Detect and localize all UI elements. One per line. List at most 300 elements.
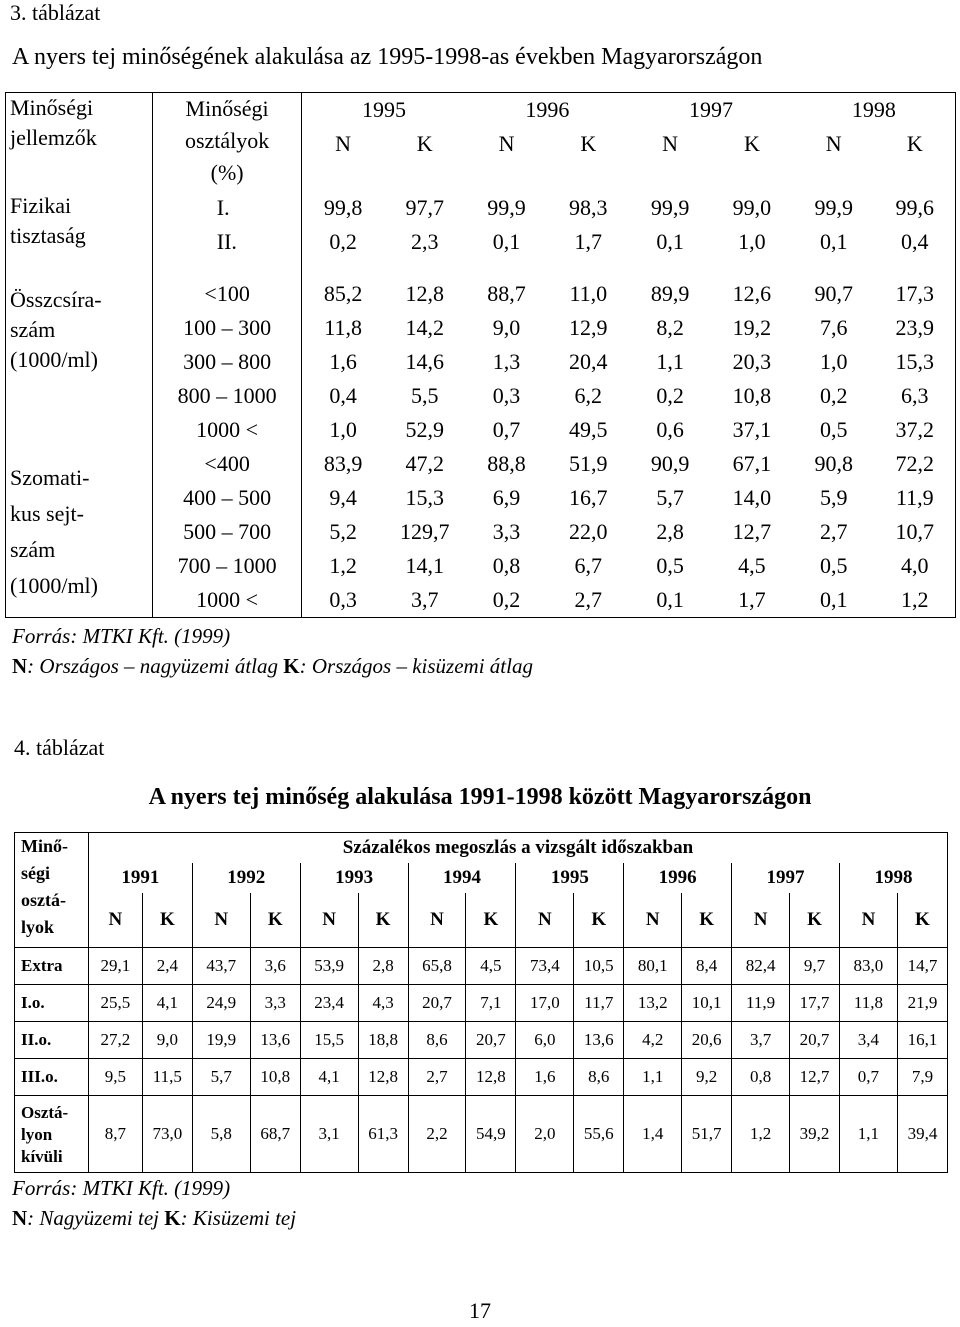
value-cell: 2,7 <box>547 583 629 618</box>
header-line: osztályok <box>184 128 270 153</box>
nk-header: K <box>790 893 840 948</box>
value-cell: 3,1 <box>300 1096 358 1173</box>
value-cell: 12,8 <box>405 281 444 306</box>
value-cell: 0,4 <box>329 383 357 408</box>
value-cell: 99,9 <box>487 195 526 220</box>
table4-title: A nyers tej minőség alakulása 1991-1998 között Magyarországon <box>148 784 812 810</box>
nk-header: N <box>192 893 250 948</box>
row-label: 1000 < <box>152 583 302 618</box>
value-cell: 99,6 <box>875 191 956 225</box>
value-cell: 10,5 <box>574 948 624 985</box>
row-label-line: lyon <box>21 1125 53 1144</box>
header-quality-classes <box>152 93 302 192</box>
value-cell: 15,5 <box>300 1022 358 1059</box>
nk-header: N <box>498 131 515 156</box>
table4-source: Forrás: MTKI Kft. (1999) <box>12 1176 231 1200</box>
header-line: Minőségi <box>10 95 94 120</box>
spacer-cell <box>547 161 629 191</box>
value-cell: 1,2 <box>329 553 357 578</box>
value-cell: 51,9 <box>569 451 608 476</box>
nk-header: K <box>580 131 597 156</box>
value-cell: 0,3 <box>492 383 521 408</box>
value-cell: 10,7 <box>875 515 956 549</box>
header-line: Minő- <box>21 836 68 856</box>
nk-header: N <box>825 131 842 156</box>
value-cell: 82,4 <box>732 948 790 985</box>
value-cell: 85,2 <box>323 281 363 306</box>
value-cell: 0,1 <box>819 229 848 254</box>
group-name-line: Szomati- <box>10 465 90 490</box>
value-cell: 8,6 <box>574 1059 624 1096</box>
nk-header: N <box>839 893 897 948</box>
value-cell: 97,7 <box>405 195 444 220</box>
value-cell: 12,7 <box>790 1059 840 1096</box>
value-cell: 0,1 <box>793 583 875 618</box>
row-label: 800 – 1000 <box>152 379 302 413</box>
row-label <box>15 985 89 1022</box>
value-cell: 37,2 <box>875 413 956 447</box>
value-cell: 0,8 <box>492 553 521 578</box>
nk-header: K <box>574 893 624 948</box>
value-cell: 2,7 <box>819 519 848 544</box>
value-cell: 0,2 <box>466 583 548 618</box>
spacer-cell <box>629 259 711 277</box>
nk-header: K <box>142 893 192 948</box>
nk-header: K <box>466 893 516 948</box>
year-header: 1994 <box>408 863 516 893</box>
value-cell: 4,0 <box>875 549 956 583</box>
value-cell: 22,0 <box>569 519 608 544</box>
table4-year-row <box>15 863 948 893</box>
value-cell: 90,9 <box>650 451 690 476</box>
header-quality-classes <box>15 833 89 948</box>
value-cell: 0,5 <box>819 553 848 578</box>
spacer-cell <box>466 259 548 277</box>
value-cell: 11,7 <box>574 985 624 1022</box>
nk-header: N <box>335 131 352 156</box>
value-cell: 20,4 <box>569 349 608 374</box>
value-cell: 53,9 <box>300 948 358 985</box>
table4-nk-row <box>15 893 948 948</box>
value-cell: 7,9 <box>897 1059 947 1096</box>
year-header: 1997 <box>629 93 793 128</box>
value-cell: 67,1 <box>732 451 772 476</box>
value-cell: 65,8 <box>408 948 466 985</box>
group-name-line: tisztaság <box>10 223 86 248</box>
legend-k: K <box>283 654 300 678</box>
header-line: ségi <box>21 863 50 883</box>
nk-header: N <box>408 893 466 948</box>
value-cell: 80,1 <box>624 948 682 985</box>
value-cell: 14,2 <box>405 315 444 340</box>
value-cell: 2,4 <box>142 948 192 985</box>
value-cell: 1,7 <box>711 583 793 618</box>
value-cell: 73,4 <box>516 948 574 985</box>
row-label: 700 – 1000 <box>152 549 302 583</box>
value-cell: 15,3 <box>875 345 956 379</box>
value-cell: 0,7 <box>492 417 521 442</box>
spacer-cell <box>793 161 875 191</box>
value-cell: 8,2 <box>656 315 684 340</box>
value-cell: 49,5 <box>569 417 608 442</box>
legend-k-text: : Kisüzemi tej <box>180 1206 297 1230</box>
value-cell: 14,7 <box>897 948 947 985</box>
value-cell: 1,6 <box>516 1059 574 1096</box>
value-cell: 0,2 <box>819 383 848 408</box>
value-cell: 6,3 <box>875 379 956 413</box>
value-cell: 12,9 <box>569 315 608 340</box>
group-name-line: szám <box>10 537 56 562</box>
row-label: 1000 < <box>152 413 302 447</box>
nk-header: K <box>743 131 760 156</box>
value-cell: 20,7 <box>466 1022 516 1059</box>
value-cell: 0,8 <box>732 1059 790 1096</box>
value-cell: 11,9 <box>732 985 790 1022</box>
table3-header-row <box>6 93 956 128</box>
value-cell: 4,5 <box>738 553 766 578</box>
group-name-line: (1000/ml) <box>10 573 98 598</box>
value-cell: 2,0 <box>516 1096 574 1173</box>
value-cell: 0,6 <box>656 417 684 442</box>
table4 <box>14 832 948 1173</box>
value-cell: 12,8 <box>358 1059 408 1096</box>
table-row <box>6 191 956 225</box>
spacer-cell <box>302 259 384 277</box>
value-cell: 6,0 <box>516 1022 574 1059</box>
row-label-line: Osztá- <box>21 1103 69 1122</box>
value-cell: 13,2 <box>624 985 682 1022</box>
value-cell: 19,9 <box>192 1022 250 1059</box>
table4-label: 4. táblázat <box>14 735 105 760</box>
row-label: I. <box>152 191 302 225</box>
nk-header: N <box>624 893 682 948</box>
table3-title: A nyers tej minőségének alakulása az 1995-1998-as években Magyarországon <box>12 44 763 70</box>
value-cell: 0,4 <box>875 225 956 259</box>
table-row <box>15 1022 948 1059</box>
value-cell: 0,2 <box>329 229 357 254</box>
value-cell: 5,9 <box>819 485 848 510</box>
value-cell: 99,9 <box>650 195 690 220</box>
header-line: Minőségi <box>185 96 269 121</box>
nk-header: N <box>88 893 142 948</box>
value-cell: 7,6 <box>819 315 848 340</box>
value-cell: 8,7 <box>88 1096 142 1173</box>
value-cell: 25,5 <box>88 985 142 1022</box>
table4-header-row <box>15 833 948 864</box>
year-header: 1995 <box>302 93 466 128</box>
value-cell: 0,5 <box>819 417 848 442</box>
row-label-line: II.o. <box>21 1030 52 1049</box>
legend-n-text: : Országos – nagyüzemi átlag <box>27 654 284 678</box>
group-name-line: (1000/ml) <box>10 347 98 372</box>
nk-header: K <box>358 893 408 948</box>
table-row <box>15 1096 948 1173</box>
group-name <box>6 447 153 618</box>
page-number: 17 <box>469 1298 491 1323</box>
group-name-line: Fizikai <box>10 193 72 218</box>
value-cell: 10,8 <box>732 383 772 408</box>
year-header: 1992 <box>192 863 300 893</box>
value-cell: 73,0 <box>142 1096 192 1173</box>
value-cell: 2,8 <box>656 519 684 544</box>
value-cell: 11,0 <box>569 281 608 306</box>
value-cell: 9,5 <box>88 1059 142 1096</box>
spacer-cell <box>711 259 793 277</box>
table-row <box>15 948 948 985</box>
spacer-cell <box>302 161 384 191</box>
value-cell: 20,3 <box>732 349 772 374</box>
group-name-line: kus sejt- <box>10 501 84 526</box>
value-cell: 55,6 <box>574 1096 624 1173</box>
value-cell: 17,0 <box>516 985 574 1022</box>
value-cell: 24,9 <box>192 985 250 1022</box>
header-line: lyok <box>21 917 55 937</box>
value-cell: 1,3 <box>492 349 521 374</box>
group-name <box>6 191 153 277</box>
spacer-cell <box>875 259 956 277</box>
value-cell: 20,7 <box>790 1022 840 1059</box>
value-cell: 4,1 <box>142 985 192 1022</box>
legend-k-text: : Országos – kisüzemi átlag <box>299 654 533 678</box>
value-cell: 27,2 <box>88 1022 142 1059</box>
value-cell: 9,2 <box>682 1059 732 1096</box>
value-cell: 1,6 <box>329 349 357 374</box>
value-cell: 68,7 <box>250 1096 300 1173</box>
value-cell: 43,7 <box>192 948 250 985</box>
nk-header: N <box>662 131 679 156</box>
header-line: (%) <box>210 160 244 185</box>
value-cell: 9,0 <box>142 1022 192 1059</box>
value-cell: 9,7 <box>790 948 840 985</box>
value-cell: 21,9 <box>897 985 947 1022</box>
value-cell: 6,7 <box>574 553 603 578</box>
value-cell: 1,4 <box>624 1096 682 1173</box>
value-cell: 9,4 <box>329 485 357 510</box>
value-cell: 83,9 <box>323 451 363 476</box>
value-cell: 12,7 <box>732 519 772 544</box>
row-label <box>15 1059 89 1096</box>
value-cell: 3,4 <box>839 1022 897 1059</box>
value-cell: 89,9 <box>650 281 690 306</box>
value-cell: 17,3 <box>875 277 956 311</box>
value-cell: 1,1 <box>656 349 684 374</box>
row-label-line: Extra <box>21 956 63 975</box>
value-cell: 52,9 <box>405 417 444 442</box>
row-label <box>15 1022 89 1059</box>
group-name <box>6 277 153 447</box>
table-row <box>15 985 948 1022</box>
value-cell: 3,6 <box>250 948 300 985</box>
nk-header: K <box>416 131 433 156</box>
value-cell: 39,2 <box>790 1096 840 1173</box>
nk-header: K <box>250 893 300 948</box>
table3 <box>5 92 956 618</box>
value-cell: 99,9 <box>814 195 853 220</box>
value-cell: 13,6 <box>574 1022 624 1059</box>
value-cell: 1,0 <box>819 349 848 374</box>
value-cell: 10,8 <box>250 1059 300 1096</box>
value-cell: 2,8 <box>358 948 408 985</box>
value-cell: 2,3 <box>410 229 439 254</box>
value-cell: 14,1 <box>405 553 444 578</box>
value-cell: 5,7 <box>656 485 684 510</box>
value-cell: 90,8 <box>814 451 853 476</box>
group-name-line: szám <box>10 317 56 342</box>
value-cell: 99,8 <box>323 195 363 220</box>
value-cell: 16,1 <box>897 1022 947 1059</box>
value-cell: 1,1 <box>839 1096 897 1173</box>
value-cell: 18,8 <box>358 1022 408 1059</box>
table4-legend <box>12 1206 296 1231</box>
value-cell: 1,0 <box>329 417 357 442</box>
nk-header: K <box>897 893 947 948</box>
value-cell: 17,7 <box>790 985 840 1022</box>
table3-source: Forrás: MTKI Kft. (1999) <box>12 624 231 648</box>
year-header: 1995 <box>516 863 624 893</box>
legend-k: K <box>164 1206 181 1230</box>
value-cell: 88,8 <box>487 451 526 476</box>
value-cell: 23,4 <box>300 985 358 1022</box>
legend-n-text: : Nagyüzemi tej <box>27 1206 165 1230</box>
value-cell: 20,6 <box>682 1022 732 1059</box>
year-header: 1996 <box>466 93 630 128</box>
nk-header: N <box>300 893 358 948</box>
spacer-cell <box>711 161 793 191</box>
value-cell: 1,2 <box>732 1096 790 1173</box>
table-row <box>6 277 956 311</box>
value-cell: 98,3 <box>569 195 608 220</box>
value-cell: 19,2 <box>732 315 772 340</box>
value-cell: 83,0 <box>839 948 897 985</box>
spacer-cell <box>466 161 548 191</box>
row-label <box>15 1096 89 1173</box>
value-cell: 12,8 <box>466 1059 516 1096</box>
value-cell: 1,2 <box>875 583 956 618</box>
year-header: 1996 <box>624 863 732 893</box>
value-cell: 39,4 <box>897 1096 947 1173</box>
value-cell: 4,3 <box>358 985 408 1022</box>
nk-header: K <box>875 127 956 161</box>
row-label-line: kívüli <box>21 1147 63 1166</box>
value-cell: 54,9 <box>466 1096 516 1173</box>
row-label: <400 <box>152 447 302 481</box>
value-cell: 99,0 <box>732 195 772 220</box>
header-line: osztá- <box>21 890 66 910</box>
value-cell: 4,1 <box>300 1059 358 1096</box>
value-cell: 8,6 <box>408 1022 466 1059</box>
value-cell: 0,2 <box>656 383 684 408</box>
year-header: 1993 <box>300 863 408 893</box>
value-cell: 3,3 <box>250 985 300 1022</box>
spacer-cell <box>152 259 302 277</box>
value-cell: 90,7 <box>814 281 853 306</box>
table3-label: 3. táblázat <box>10 0 101 25</box>
year-header: 1998 <box>839 863 947 893</box>
value-cell: 23,9 <box>875 311 956 345</box>
value-cell: 3,7 <box>384 583 466 618</box>
header-quality-characteristics <box>6 93 153 192</box>
value-cell: 10,1 <box>682 985 732 1022</box>
table-row <box>6 447 956 481</box>
table3-legend <box>12 654 533 679</box>
row-label: II. <box>152 225 302 259</box>
value-cell: 37,1 <box>732 417 772 442</box>
value-cell: 1,1 <box>624 1059 682 1096</box>
value-cell: 20,7 <box>408 985 466 1022</box>
header-distribution: Százalékos megoszlás a vizsgált időszakban <box>88 833 947 864</box>
value-cell: 0,1 <box>656 229 684 254</box>
value-cell: 0,5 <box>656 553 684 578</box>
value-cell: 8,4 <box>682 948 732 985</box>
year-header: 1998 <box>793 93 956 128</box>
value-cell: 5,2 <box>329 519 357 544</box>
value-cell: 5,8 <box>192 1096 250 1173</box>
value-cell: 2,7 <box>408 1059 466 1096</box>
value-cell: 4,5 <box>466 948 516 985</box>
value-cell: 0,1 <box>492 229 521 254</box>
value-cell: 2,2 <box>408 1096 466 1173</box>
value-cell: 72,2 <box>875 447 956 481</box>
value-cell: 12,6 <box>732 281 772 306</box>
value-cell: 3,7 <box>732 1022 790 1059</box>
value-cell: 29,1 <box>88 948 142 985</box>
value-cell: 5,7 <box>192 1059 250 1096</box>
spacer-cell <box>384 259 466 277</box>
value-cell: 13,6 <box>250 1022 300 1059</box>
row-label: <100 <box>152 277 302 311</box>
value-cell: 14,6 <box>405 349 444 374</box>
row-label <box>15 948 89 985</box>
value-cell: 47,2 <box>405 451 444 476</box>
year-header: 1997 <box>732 863 840 893</box>
value-cell: 1,7 <box>574 229 603 254</box>
group-name-line: Összcsíra- <box>10 287 102 312</box>
legend-n: N <box>12 654 28 678</box>
spacer-cell <box>547 259 629 277</box>
row-label: 500 – 700 <box>152 515 302 549</box>
value-cell: 0,1 <box>629 583 711 618</box>
value-cell: 51,7 <box>682 1096 732 1173</box>
nk-header: N <box>732 893 790 948</box>
value-cell: 14,0 <box>732 485 772 510</box>
value-cell: 129,7 <box>399 519 450 544</box>
value-cell: 7,1 <box>466 985 516 1022</box>
value-cell: 61,3 <box>358 1096 408 1173</box>
value-cell: 3,3 <box>492 519 521 544</box>
nk-header: K <box>682 893 732 948</box>
year-header: 1991 <box>88 863 192 893</box>
spacer-cell <box>384 161 466 191</box>
value-cell: 9,0 <box>492 315 521 340</box>
value-cell: 11,8 <box>324 315 362 340</box>
nk-header: N <box>516 893 574 948</box>
header-line: jellemzők <box>10 125 97 150</box>
row-label-line: I.o. <box>21 993 45 1012</box>
value-cell: 11,5 <box>142 1059 192 1096</box>
value-cell: 1,0 <box>738 229 766 254</box>
row-label-line: III.o. <box>21 1067 58 1086</box>
value-cell: 16,7 <box>569 485 608 510</box>
value-cell: 88,7 <box>487 281 526 306</box>
table-row <box>15 1059 948 1096</box>
value-cell: 15,3 <box>405 485 444 510</box>
spacer-cell <box>629 161 711 191</box>
row-label: 300 – 800 <box>152 345 302 379</box>
value-cell: 11,9 <box>875 481 956 515</box>
value-cell: 4,2 <box>624 1022 682 1059</box>
value-cell: 0,3 <box>302 583 384 618</box>
value-cell: 11,8 <box>839 985 897 1022</box>
